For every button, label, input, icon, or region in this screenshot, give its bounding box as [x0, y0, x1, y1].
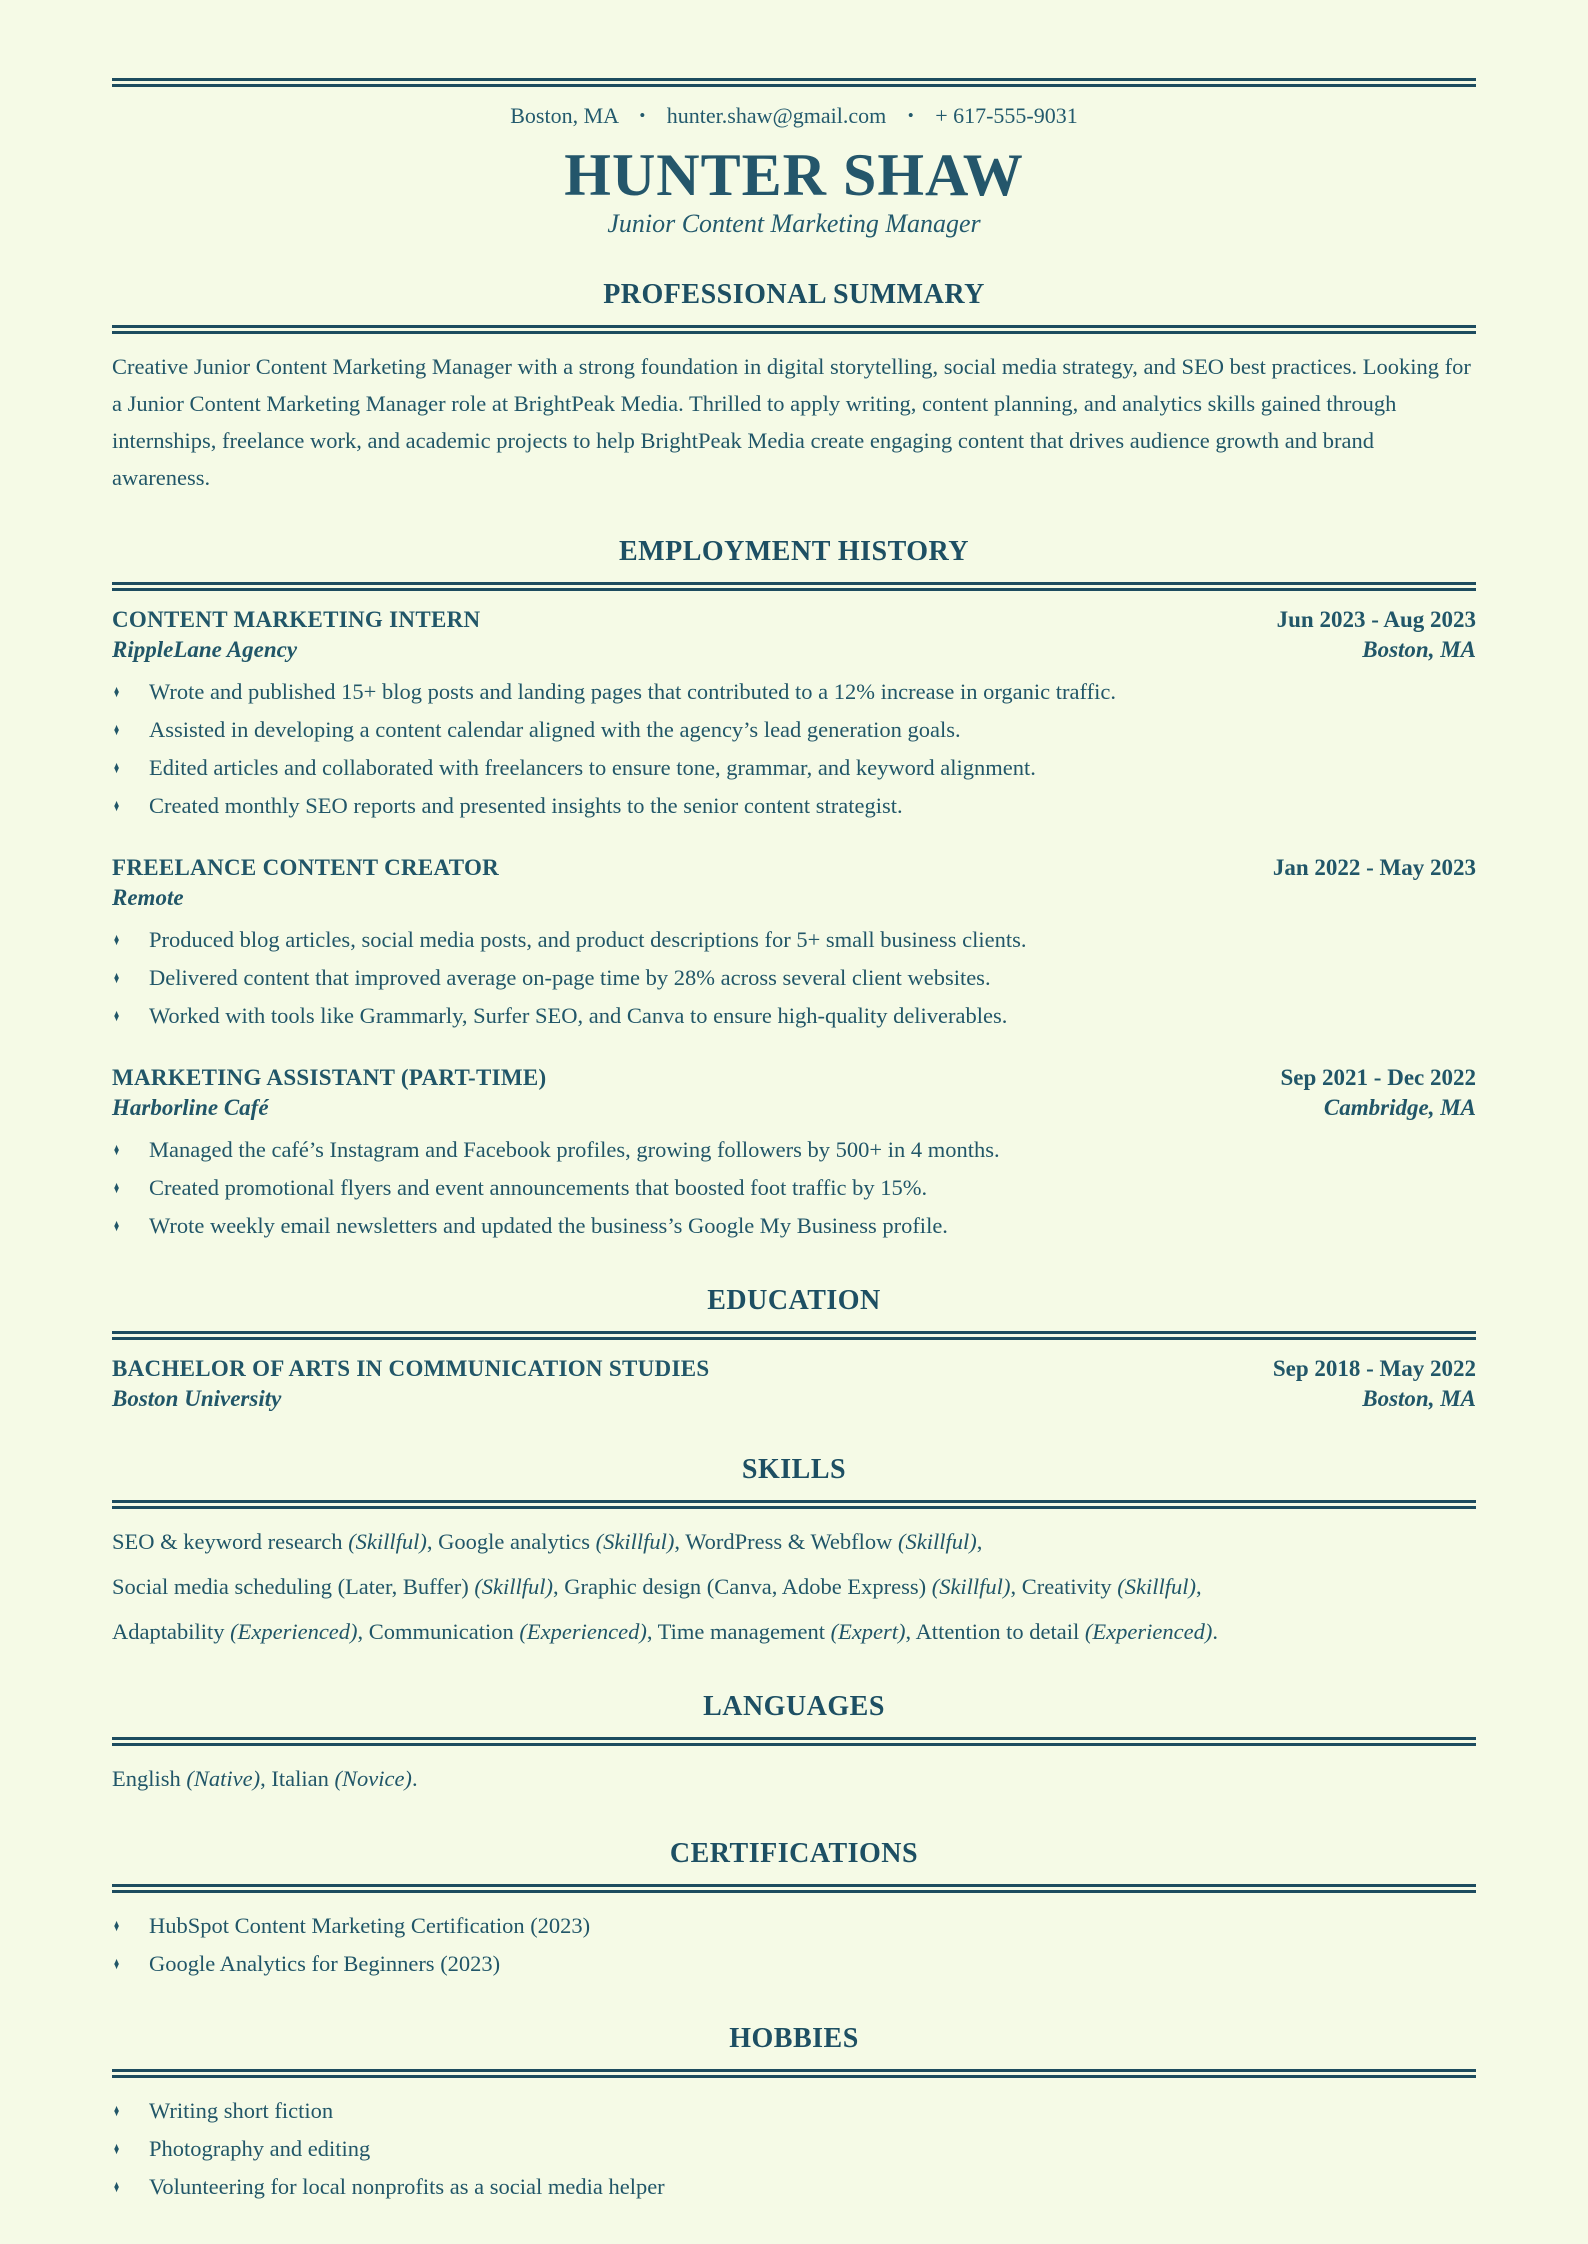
hobby-text: Volunteering for local nonprofits as a social media helper	[149, 2174, 665, 2199]
language-item	[271, 1766, 417, 1791]
job-dates: Jun 2023 - Aug 2023	[1276, 607, 1476, 632]
headline-subtitle: Junior Content Marketing Manager	[607, 209, 981, 238]
dot-separator-icon: •	[907, 106, 914, 125]
skill-item	[369, 1619, 653, 1644]
job-entry	[112, 853, 1476, 1035]
list-item	[112, 1907, 1476, 1945]
list-item	[112, 997, 1476, 1035]
languages-heading: LANGUAGES	[703, 1691, 885, 1722]
skill-separator: ,	[905, 1619, 912, 1644]
job-company: Harborline Café	[112, 1095, 269, 1120]
hobby-text: Photography and editing	[149, 2136, 371, 2161]
contact-email: hunter.shaw@gmail.com	[666, 103, 887, 128]
skill-name: Communication	[368, 1619, 514, 1644]
diamond-bullet-icon: ♦	[113, 968, 120, 987]
skill-name: Social media scheduling (Later, Buffer)	[112, 1574, 469, 1599]
languages-text	[112, 1760, 1476, 1798]
skill-separator: ,	[1196, 1574, 1202, 1599]
diamond-bullet-icon: ♦	[113, 2177, 120, 2196]
resume-page	[112, 0, 1476, 2206]
summary-heading: PROFESSIONAL SUMMARY	[603, 279, 985, 310]
job-location: Cambridge, MA	[1323, 1095, 1476, 1120]
skill-level: (Experienced)	[230, 1619, 358, 1644]
certifications-heading: CERTIFICATIONS	[669, 1838, 919, 1869]
list-item	[112, 959, 1476, 997]
skill-item	[1022, 1574, 1202, 1599]
hobbies-list	[112, 2092, 1476, 2206]
skill-item	[112, 1574, 559, 1599]
contact-line	[112, 103, 1476, 129]
job-company: Remote	[112, 885, 184, 910]
bullet-text: Assisted in developing a content calendar aligned with the agency’s lead generation goals.	[149, 717, 961, 742]
diamond-bullet-icon: ♦	[113, 1954, 120, 1973]
school-name: Boston University	[112, 1386, 282, 1411]
language-separator: .	[411, 1766, 418, 1791]
list-item	[112, 1207, 1476, 1245]
diamond-bullet-icon: ♦	[113, 1178, 120, 1197]
list-item	[112, 673, 1476, 711]
skills-heading: SKILLS	[741, 1454, 847, 1485]
job-title: CONTENT MARKETING INTERN	[112, 607, 481, 632]
skill-item	[112, 1529, 433, 1554]
diamond-bullet-icon: ♦	[113, 1140, 120, 1159]
language-level: (Novice)	[334, 1766, 412, 1791]
bullet-text: Edited articles and collaborated with freelancers to ensure tone, grammar, and keyword alignment.	[149, 755, 1036, 780]
degree-dates: Sep 2018 - May 2022	[1272, 1356, 1476, 1381]
skill-item	[112, 1619, 363, 1644]
job-bullet-list	[112, 673, 1476, 825]
skill-name: Google analytics	[438, 1529, 591, 1554]
skill-name: Adaptability	[112, 1619, 225, 1644]
job-location: Boston, MA	[1362, 637, 1476, 662]
skill-separator: ,	[646, 1619, 653, 1644]
skill-separator: ,	[357, 1619, 364, 1644]
list-item	[112, 1945, 1476, 1983]
skill-item	[658, 1619, 912, 1644]
contact-phone: + 617-555-9031	[935, 103, 1078, 128]
section-divider	[112, 1884, 1476, 1893]
skill-item	[438, 1529, 680, 1554]
job-bullet-list	[112, 1131, 1476, 1245]
diamond-bullet-icon: ♦	[113, 796, 120, 815]
diamond-bullet-icon: ♦	[113, 930, 120, 949]
skill-item	[564, 1574, 1016, 1599]
skill-level: (Expert)	[830, 1619, 906, 1644]
hobby-text: Writing short fiction	[149, 2098, 334, 2123]
skills-text	[112, 1523, 1476, 1651]
skill-name: WordPress & Webflow	[685, 1529, 893, 1554]
list-item	[112, 1169, 1476, 1207]
skill-name: Attention to detail	[915, 1619, 1080, 1644]
job-dates: Sep 2021 - Dec 2022	[1280, 1065, 1476, 1090]
skills-line	[112, 1568, 1476, 1606]
language-name: Italian	[271, 1766, 329, 1791]
skill-name: SEO & keyword research	[112, 1529, 343, 1554]
bullet-text: Delivered content that improved average on-page time by 28% across several client websites.	[149, 965, 991, 990]
dot-separator-icon: •	[639, 106, 646, 125]
skill-level: (Skillful)	[931, 1574, 1011, 1599]
bullet-text: Wrote weekly email newsletters and updated the business’s Google My Business profile.	[149, 1213, 948, 1238]
diamond-bullet-icon: ♦	[113, 1216, 120, 1235]
skill-separator: ,	[976, 1529, 983, 1554]
diamond-bullet-icon: ♦	[113, 1916, 120, 1935]
job-bullet-list	[112, 921, 1476, 1035]
skill-level: (Skillful)	[1117, 1574, 1197, 1599]
list-item	[112, 749, 1476, 787]
skill-name: Creativity	[1021, 1574, 1112, 1599]
language-separator: ,	[260, 1766, 266, 1791]
skill-separator: .	[1212, 1619, 1218, 1644]
list-item	[112, 787, 1476, 825]
skill-name: Time management	[657, 1619, 825, 1644]
degree-title: BACHELOR OF ARTS IN COMMUNICATION STUDIES	[112, 1356, 710, 1381]
hobbies-heading: HOBBIES	[729, 2023, 859, 2054]
list-item	[112, 2092, 1476, 2130]
school-location: Boston, MA	[1362, 1386, 1476, 1411]
skill-separator: ,	[674, 1529, 680, 1554]
list-item	[112, 1131, 1476, 1169]
certification-text: HubSpot Content Marketing Certification (2023)	[149, 1913, 591, 1938]
skill-item	[685, 1529, 982, 1554]
skill-level: (Skillful)	[595, 1529, 675, 1554]
section-divider	[112, 325, 1476, 334]
section-divider	[112, 582, 1476, 591]
summary-text: Creative Junior Content Marketing Manager with a strong foundation in digital storytelling, social media strategy, and SEO best practices. Looking for a Junior Content Marketing Manager role at BrightPeak Media. Thrilled to apply writing, content planning, and analytics skills gained through internships, freelance work, and academic projects to help BrightPeak Media create engaging content that drives audience growth and brand awareness.	[112, 354, 1471, 490]
section-divider	[112, 1500, 1476, 1509]
diamond-bullet-icon: ♦	[113, 758, 120, 777]
skill-name: Graphic design (Canva, Adobe Express)	[564, 1574, 927, 1599]
skills-line	[112, 1613, 1476, 1651]
skill-level: (Skillful)	[474, 1574, 554, 1599]
bullet-text: Produced blog articles, social media posts, and product descriptions for 5+ small business clients.	[149, 927, 1027, 952]
language-item	[112, 1766, 266, 1791]
education-heading: EDUCATION	[707, 1285, 881, 1316]
education-entry	[112, 1354, 1476, 1414]
list-item	[112, 921, 1476, 959]
job-title: FREELANCE CONTENT CREATOR	[112, 855, 500, 880]
section-divider	[112, 1331, 1476, 1340]
certifications-list	[112, 1907, 1476, 1983]
skill-level: (Experienced)	[519, 1619, 647, 1644]
job-title: MARKETING ASSISTANT (PART-TIME)	[112, 1065, 547, 1090]
skills-line	[112, 1523, 1476, 1561]
diamond-bullet-icon: ♦	[113, 2101, 120, 2120]
diamond-bullet-icon: ♦	[113, 720, 120, 739]
skill-level: (Experienced)	[1084, 1619, 1213, 1644]
skill-separator: ,	[1010, 1574, 1017, 1599]
bullet-text: Managed the café’s Instagram and Facebook profiles, growing followers by 500+ in 4 months.	[149, 1137, 1000, 1162]
diamond-bullet-icon: ♦	[113, 682, 120, 701]
list-item	[112, 711, 1476, 749]
skill-level: (Skillful)	[348, 1529, 427, 1554]
bullet-text: Wrote and published 15+ blog posts and landing pages that contributed to a 12% increase in organic traffic.	[149, 679, 1116, 704]
language-level: (Native)	[186, 1766, 261, 1791]
job-dates: Jan 2022 - May 2023	[1272, 855, 1476, 880]
list-item	[112, 2168, 1476, 2206]
name-heading: HUNTER SHAW	[564, 142, 1024, 208]
diamond-bullet-icon: ♦	[113, 1006, 120, 1025]
bullet-text: Created promotional flyers and event announcements that boosted foot traffic by 15%.	[149, 1175, 928, 1200]
skill-item	[916, 1619, 1218, 1644]
employment-heading: EMPLOYMENT HISTORY	[618, 536, 970, 567]
bullet-text: Worked with tools like Grammarly, Surfer SEO, and Canva to ensure high-quality deliverables.	[149, 1003, 1008, 1028]
diamond-bullet-icon: ♦	[113, 2139, 120, 2158]
list-item	[112, 2130, 1476, 2168]
certification-text: Google Analytics for Beginners (2023)	[149, 1951, 501, 1976]
skill-separator: ,	[426, 1529, 433, 1554]
job-company: RippleLane Agency	[112, 637, 298, 662]
top-divider	[112, 78, 1476, 87]
job-entry	[112, 605, 1476, 825]
section-divider	[112, 2069, 1476, 2078]
bullet-text: Created monthly SEO reports and presented insights to the senior content strategist.	[149, 793, 903, 818]
skill-level: (Skillful)	[898, 1529, 977, 1554]
skill-separator: ,	[553, 1574, 559, 1599]
language-name: English	[112, 1766, 181, 1791]
section-divider	[112, 1737, 1476, 1746]
contact-location: Boston, MA	[510, 103, 618, 128]
job-entry	[112, 1063, 1476, 1245]
